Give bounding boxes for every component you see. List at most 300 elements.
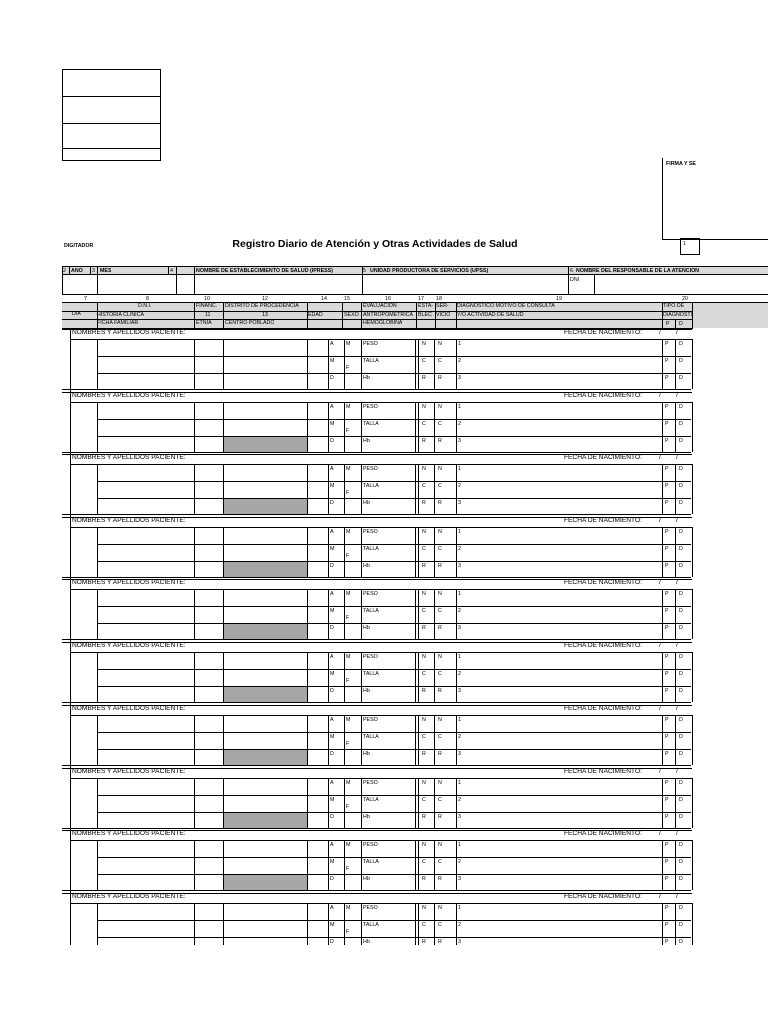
nombres-label: NOMBRES Y APELLIDOS PACIENTE:	[72, 768, 186, 775]
fecha-slash: /	[659, 642, 661, 649]
nombres-label: NOMBRES Y APELLIDOS PACIENTE:	[72, 392, 186, 399]
dni-label: DNI	[570, 277, 580, 283]
tipo-p: P	[665, 876, 669, 882]
tipo-d: D	[679, 876, 683, 882]
tipo-p: P	[665, 375, 669, 381]
tipo-p: P	[665, 688, 669, 694]
edad-unit: A	[330, 654, 334, 660]
fecha-slash: /	[676, 768, 678, 775]
servicio-code: C	[438, 671, 442, 677]
sexo-f: F	[346, 365, 350, 371]
servicio-code: C	[438, 546, 442, 552]
nombres-label: NOMBRES Y APELLIDOS PACIENTE:	[72, 329, 186, 336]
sexo-f: F	[346, 553, 350, 559]
patient-record	[62, 830, 768, 893]
fecha-slash: /	[659, 517, 661, 524]
col-p: P	[666, 321, 670, 327]
tipo-d: D	[679, 688, 683, 694]
edad-unit: M	[330, 797, 335, 803]
eval-label: TALLA	[363, 546, 379, 552]
col-num-17: 17	[418, 296, 424, 302]
eval-label: TALLA	[363, 859, 379, 865]
firma-label: FIRMA Y SE	[666, 161, 696, 167]
estab-code: C	[422, 922, 426, 928]
nombres-label: NOMBRES Y APELLIDOS PACIENTE:	[72, 642, 186, 649]
diag-num: 1	[458, 404, 461, 410]
eval-label: Hb	[363, 438, 370, 444]
servicio-code: C	[438, 358, 442, 364]
tipo-p: P	[665, 466, 669, 472]
mes-label: MES	[100, 268, 112, 274]
edad-unit: D	[330, 876, 334, 882]
fecha-slash: /	[659, 768, 661, 775]
eval-label: TALLA	[363, 922, 379, 928]
edad-unit: A	[330, 717, 334, 723]
servicio-code: C	[438, 797, 442, 803]
estab-code: C	[422, 358, 426, 364]
nombres-label: NOMBRES Y APELLIDOS PACIENTE:	[72, 454, 186, 461]
records-left-border	[70, 329, 71, 945]
sexo-m: M	[346, 842, 351, 848]
col-eval1: EVALUACION	[363, 303, 397, 309]
edad-unit: M	[330, 734, 335, 740]
eval-label: TALLA	[363, 358, 379, 364]
sexo-m: M	[346, 404, 351, 410]
col-num-20: 20	[682, 296, 688, 302]
edad-unit: D	[330, 625, 334, 631]
col-num-14: 14	[321, 296, 327, 302]
diag-num: 3	[458, 688, 461, 694]
patient-record	[62, 705, 768, 768]
diag-num: 1	[458, 654, 461, 660]
estab-code: R	[422, 939, 426, 945]
tipo-p: P	[665, 751, 669, 757]
servicio-code: N	[438, 780, 442, 786]
tipo-d: D	[679, 358, 683, 364]
col-num-15: 15	[344, 296, 350, 302]
eval-label: Hb	[363, 688, 370, 694]
servicio-code: N	[438, 842, 442, 848]
sexo-f: F	[346, 929, 350, 935]
diag-num: 2	[458, 608, 461, 614]
tipo-p: P	[665, 734, 669, 740]
fecha-slash: /	[676, 454, 678, 461]
eval-label: PESO	[363, 341, 378, 347]
diag-num: 1	[458, 466, 461, 472]
sexo-f: F	[346, 741, 350, 747]
estab-code: R	[422, 876, 426, 882]
edad-unit: D	[330, 375, 334, 381]
servicio-code: N	[438, 529, 442, 535]
edad-unit: M	[330, 358, 335, 364]
sexo-m: M	[346, 341, 351, 347]
fecha-nac-label: FECHA DE NACIMIENTO:	[564, 454, 642, 461]
diag-num: 3	[458, 563, 461, 569]
tipo-d: D	[679, 421, 683, 427]
col-num-16: 16	[385, 296, 391, 302]
edad-unit: A	[330, 404, 334, 410]
servicio-code: N	[438, 466, 442, 472]
col-num-12: 12	[262, 296, 268, 302]
eval-label: PESO	[363, 466, 378, 472]
fecha-slash: /	[676, 642, 678, 649]
fecha-slash: /	[676, 392, 678, 399]
eval-label: PESO	[363, 591, 378, 597]
nombres-label: NOMBRES Y APELLIDOS PACIENTE:	[72, 830, 186, 837]
servicio-code: C	[438, 734, 442, 740]
estab-code: N	[422, 842, 426, 848]
diag-num: 3	[458, 500, 461, 506]
fecha-nac-label: FECHA DE NACIMIENTO:	[564, 392, 642, 399]
diag-num: 2	[458, 859, 461, 865]
eval-label: TALLA	[363, 421, 379, 427]
tipo-d: D	[679, 375, 683, 381]
tipo-p: P	[665, 358, 669, 364]
edad-unit: M	[330, 671, 335, 677]
patient-record	[62, 392, 768, 455]
tipo-p: P	[665, 939, 669, 945]
tipo-p: P	[665, 563, 669, 569]
fecha-slash: /	[659, 893, 661, 900]
tipo-d: D	[679, 717, 683, 723]
fecha-slash: /	[676, 579, 678, 586]
patient-record	[62, 768, 768, 831]
estab-code: R	[422, 500, 426, 506]
servicio-code: N	[438, 404, 442, 410]
diag-num: 2	[458, 546, 461, 552]
eval-label: Hb	[363, 939, 370, 945]
tipo-p: P	[665, 483, 669, 489]
edad-unit: A	[330, 591, 334, 597]
sexo-m: M	[346, 905, 351, 911]
edad-unit: D	[330, 500, 334, 506]
tipo-d: D	[679, 500, 683, 506]
patient-record	[62, 454, 768, 517]
sexo-f: F	[346, 428, 350, 434]
diag-num: 2	[458, 734, 461, 740]
edad-unit: M	[330, 922, 335, 928]
eval-label: Hb	[363, 563, 370, 569]
edad-unit: M	[330, 546, 335, 552]
tipo-d: D	[679, 546, 683, 552]
sexo-f: F	[346, 678, 350, 684]
tipo-d: D	[679, 859, 683, 865]
tipo-d: D	[679, 483, 683, 489]
eval-label: Hb	[363, 625, 370, 631]
col-centro: CENTRO POBLADO	[225, 320, 275, 326]
col-edad: EDAD	[308, 312, 323, 318]
tipo-d: D	[679, 922, 683, 928]
col-serv1: SER-	[436, 303, 449, 309]
edad-unit: A	[330, 529, 334, 535]
col-d: D	[679, 321, 683, 327]
diag-num: 3	[458, 625, 461, 631]
servicio-code: C	[438, 608, 442, 614]
col-tipo1: TIPO DE	[663, 303, 685, 309]
sexo-f: F	[346, 490, 350, 496]
estab-code: N	[422, 780, 426, 786]
col-num-19: 19	[556, 296, 562, 302]
tipo-p: P	[665, 500, 669, 506]
n5: 5	[363, 268, 366, 274]
tipo-d: D	[679, 814, 683, 820]
col-tipo2: DIAGNÓSTI	[663, 312, 693, 318]
estab-code: R	[422, 563, 426, 569]
sexo-m: M	[346, 466, 351, 472]
tipo-p: P	[665, 859, 669, 865]
diag-num: 3	[458, 751, 461, 757]
fecha-nac-label: FECHA DE NACIMIENTO:	[564, 768, 642, 775]
eval-label: Hb	[363, 500, 370, 506]
servicio-code: C	[438, 922, 442, 928]
edad-unit: D	[330, 939, 334, 945]
eval-label: PESO	[363, 717, 378, 723]
servicio-code: R	[438, 939, 442, 945]
col-eval3: HEMOGLOBINA	[363, 320, 403, 326]
nombres-label: NOMBRES Y APELLIDOS PACIENTE:	[72, 517, 186, 524]
tipo-d: D	[679, 780, 683, 786]
diag-num: 3	[458, 939, 461, 945]
edad-unit: M	[330, 483, 335, 489]
tipo-p: P	[665, 404, 669, 410]
edad-unit: A	[330, 341, 334, 347]
diag-num: 1	[458, 842, 461, 848]
tipo-p: P	[665, 546, 669, 552]
tipo-p: P	[665, 905, 669, 911]
diag-num: 3	[458, 814, 461, 820]
sexo-m: M	[346, 780, 351, 786]
fecha-slash: /	[676, 329, 678, 336]
tipo-d: D	[679, 529, 683, 535]
tipo-p: P	[665, 529, 669, 535]
tipo-d: D	[679, 625, 683, 631]
diag-num: 1	[458, 905, 461, 911]
turno-box	[680, 238, 700, 255]
fecha-slash: /	[659, 454, 661, 461]
servicio-code: N	[438, 905, 442, 911]
servicio-code: R	[438, 625, 442, 631]
tipo-p: P	[665, 608, 669, 614]
servicio-code: N	[438, 717, 442, 723]
servicio-code: C	[438, 421, 442, 427]
col-esta1: ESTA-	[418, 303, 434, 309]
diag-num: 3	[458, 375, 461, 381]
sexo-m: M	[346, 654, 351, 660]
tipo-d: D	[679, 905, 683, 911]
tipo-d: D	[679, 608, 683, 614]
firma-box	[662, 158, 768, 240]
servicio-code: R	[438, 751, 442, 757]
estab-code: R	[422, 688, 426, 694]
tipo-p: P	[665, 625, 669, 631]
estab-code: R	[422, 375, 426, 381]
tipo-p: P	[665, 814, 669, 820]
fecha-slash: /	[659, 830, 661, 837]
col-num-7: 7	[84, 296, 87, 302]
eval-label: PESO	[363, 842, 378, 848]
responsable-label: NOMBRE DEL RESPONSABLE DE LA ATENCIÓN	[576, 268, 700, 274]
edad-unit: D	[330, 563, 334, 569]
diag-num: 2	[458, 797, 461, 803]
fecha-slash: /	[659, 579, 661, 586]
fecha-slash: /	[659, 329, 661, 336]
edad-unit: M	[330, 421, 335, 427]
tipo-p: P	[665, 421, 669, 427]
col-ficha: FICHA FAMILIAR	[97, 320, 139, 326]
servicio-code: R	[438, 375, 442, 381]
patient-record	[62, 642, 768, 705]
header-logo-box	[62, 69, 161, 161]
estab-code: N	[422, 341, 426, 347]
patient-record	[62, 893, 768, 945]
sexo-m: M	[346, 717, 351, 723]
servicio-code: N	[438, 654, 442, 660]
servicio-code: R	[438, 876, 442, 882]
col-diag1: DIAGNÓSTICO MOTIVO DE CONSULTA	[457, 303, 555, 309]
nombres-label: NOMBRES Y APELLIDOS PACIENTE:	[72, 579, 186, 586]
col-sexo: SEXO	[344, 312, 359, 318]
col-distrito: DISTRITO DE PROCEDENCIA	[225, 303, 299, 309]
edad-unit: A	[330, 780, 334, 786]
estab-code: C	[422, 859, 426, 865]
tipo-p: P	[665, 797, 669, 803]
servicio-code: N	[438, 591, 442, 597]
fecha-nac-label: FECHA DE NACIMIENTO:	[564, 830, 642, 837]
n4: 4	[170, 268, 173, 274]
sexo-f: F	[346, 615, 350, 621]
edad-unit: A	[330, 842, 334, 848]
diag-num: 3	[458, 876, 461, 882]
fecha-slash: /	[676, 705, 678, 712]
nombres-label: NOMBRES Y APELLIDOS PACIENTE:	[72, 705, 186, 712]
edad-unit: D	[330, 688, 334, 694]
estab-code: N	[422, 466, 426, 472]
col-historia: HISTORIA CLINICA	[97, 312, 144, 318]
col-dni: D.N.I.	[138, 303, 152, 309]
diag-num: 3	[458, 438, 461, 444]
fecha-slash: /	[676, 893, 678, 900]
patient-record	[62, 579, 768, 642]
col-eval2: ANTROPOMETRICA	[363, 312, 414, 318]
diag-num: 2	[458, 358, 461, 364]
estab-code: N	[422, 717, 426, 723]
turno-num: 1	[683, 241, 686, 247]
tipo-p: P	[665, 591, 669, 597]
eval-label: Hb	[363, 814, 370, 820]
page-title: Registro Diario de Atención y Otras Actividades de Salud	[232, 238, 518, 250]
servicio-code: C	[438, 859, 442, 865]
eval-label: PESO	[363, 780, 378, 786]
tipo-p: P	[665, 438, 669, 444]
edad-unit: A	[330, 466, 334, 472]
eval-label: TALLA	[363, 483, 379, 489]
fecha-nac-label: FECHA DE NACIMIENTO:	[564, 579, 642, 586]
eval-label: Hb	[363, 375, 370, 381]
edad-unit: D	[330, 438, 334, 444]
eval-label: TALLA	[363, 734, 379, 740]
estab-code: R	[422, 751, 426, 757]
patient-record	[62, 329, 768, 392]
estab-code: C	[422, 608, 426, 614]
n2: 2	[63, 268, 66, 274]
eval-label: Hb	[363, 876, 370, 882]
digitador-label: DIGITADOR	[64, 243, 94, 249]
establecimiento-label: NOMBRE DE ESTABLECIMIENTO DE SALUD (IPRESS)	[196, 268, 333, 274]
estab-code: R	[422, 814, 426, 820]
col-num-10: 10	[204, 296, 210, 302]
tipo-d: D	[679, 591, 683, 597]
patient-record	[62, 517, 768, 580]
col-etnia: ETNIA	[196, 320, 212, 326]
estab-code: N	[422, 654, 426, 660]
col-num-18: 18	[436, 296, 442, 302]
servicio-code: R	[438, 688, 442, 694]
tipo-d: D	[679, 466, 683, 472]
fecha-nac-label: FECHA DE NACIMIENTO:	[564, 893, 642, 900]
fecha-nac-label: FECHA DE NACIMIENTO:	[564, 329, 642, 336]
anio-label: AÑO	[71, 268, 83, 274]
diag-num: 2	[458, 922, 461, 928]
sexo-m: M	[346, 529, 351, 535]
tipo-d: D	[679, 563, 683, 569]
col-esta2: BLEC	[418, 312, 432, 318]
tipo-d: D	[679, 438, 683, 444]
diag-num: 1	[458, 529, 461, 535]
servicio-code: N	[438, 341, 442, 347]
diag-num: 2	[458, 421, 461, 427]
col-serv2: VICIO	[436, 312, 451, 318]
tipo-p: P	[665, 842, 669, 848]
col-dia: DIA	[72, 311, 81, 317]
estab-code: R	[422, 438, 426, 444]
edad-unit: A	[330, 905, 334, 911]
tipo-p: P	[665, 671, 669, 677]
tipo-d: D	[679, 797, 683, 803]
tipo-d: D	[679, 734, 683, 740]
estab-code: C	[422, 671, 426, 677]
tipo-d: D	[679, 671, 683, 677]
diag-num: 1	[458, 780, 461, 786]
n6: 6	[570, 268, 573, 274]
nombres-label: NOMBRES Y APELLIDOS PACIENTE:	[72, 893, 186, 900]
tipo-p: P	[665, 780, 669, 786]
fecha-nac-label: FECHA DE NACIMIENTO:	[564, 642, 642, 649]
diag-num: 2	[458, 483, 461, 489]
servicio-code: R	[438, 814, 442, 820]
eval-label: TALLA	[363, 797, 379, 803]
servicio-code: R	[438, 438, 442, 444]
servicio-code: R	[438, 500, 442, 506]
col-diag2: Y/O ACTIVIDAD DE SALUD	[457, 312, 524, 318]
estab-code: C	[422, 421, 426, 427]
fecha-nac-label: FECHA DE NACIMIENTO:	[564, 705, 642, 712]
n3: 3	[92, 268, 95, 274]
eval-label: PESO	[363, 905, 378, 911]
tipo-p: P	[665, 654, 669, 660]
tipo-d: D	[679, 404, 683, 410]
estab-code: N	[422, 404, 426, 410]
tipo-d: D	[679, 751, 683, 757]
fecha-slash: /	[659, 705, 661, 712]
upss-label: UNIDAD PRODUCTORA DE SERVICIOS (UPSS)	[370, 268, 489, 274]
fecha-slash: /	[676, 830, 678, 837]
tipo-d: D	[679, 939, 683, 945]
diag-num: 1	[458, 591, 461, 597]
edad-unit: D	[330, 814, 334, 820]
col-13: 13	[262, 312, 268, 318]
edad-unit: M	[330, 859, 335, 865]
edad-unit: M	[330, 608, 335, 614]
